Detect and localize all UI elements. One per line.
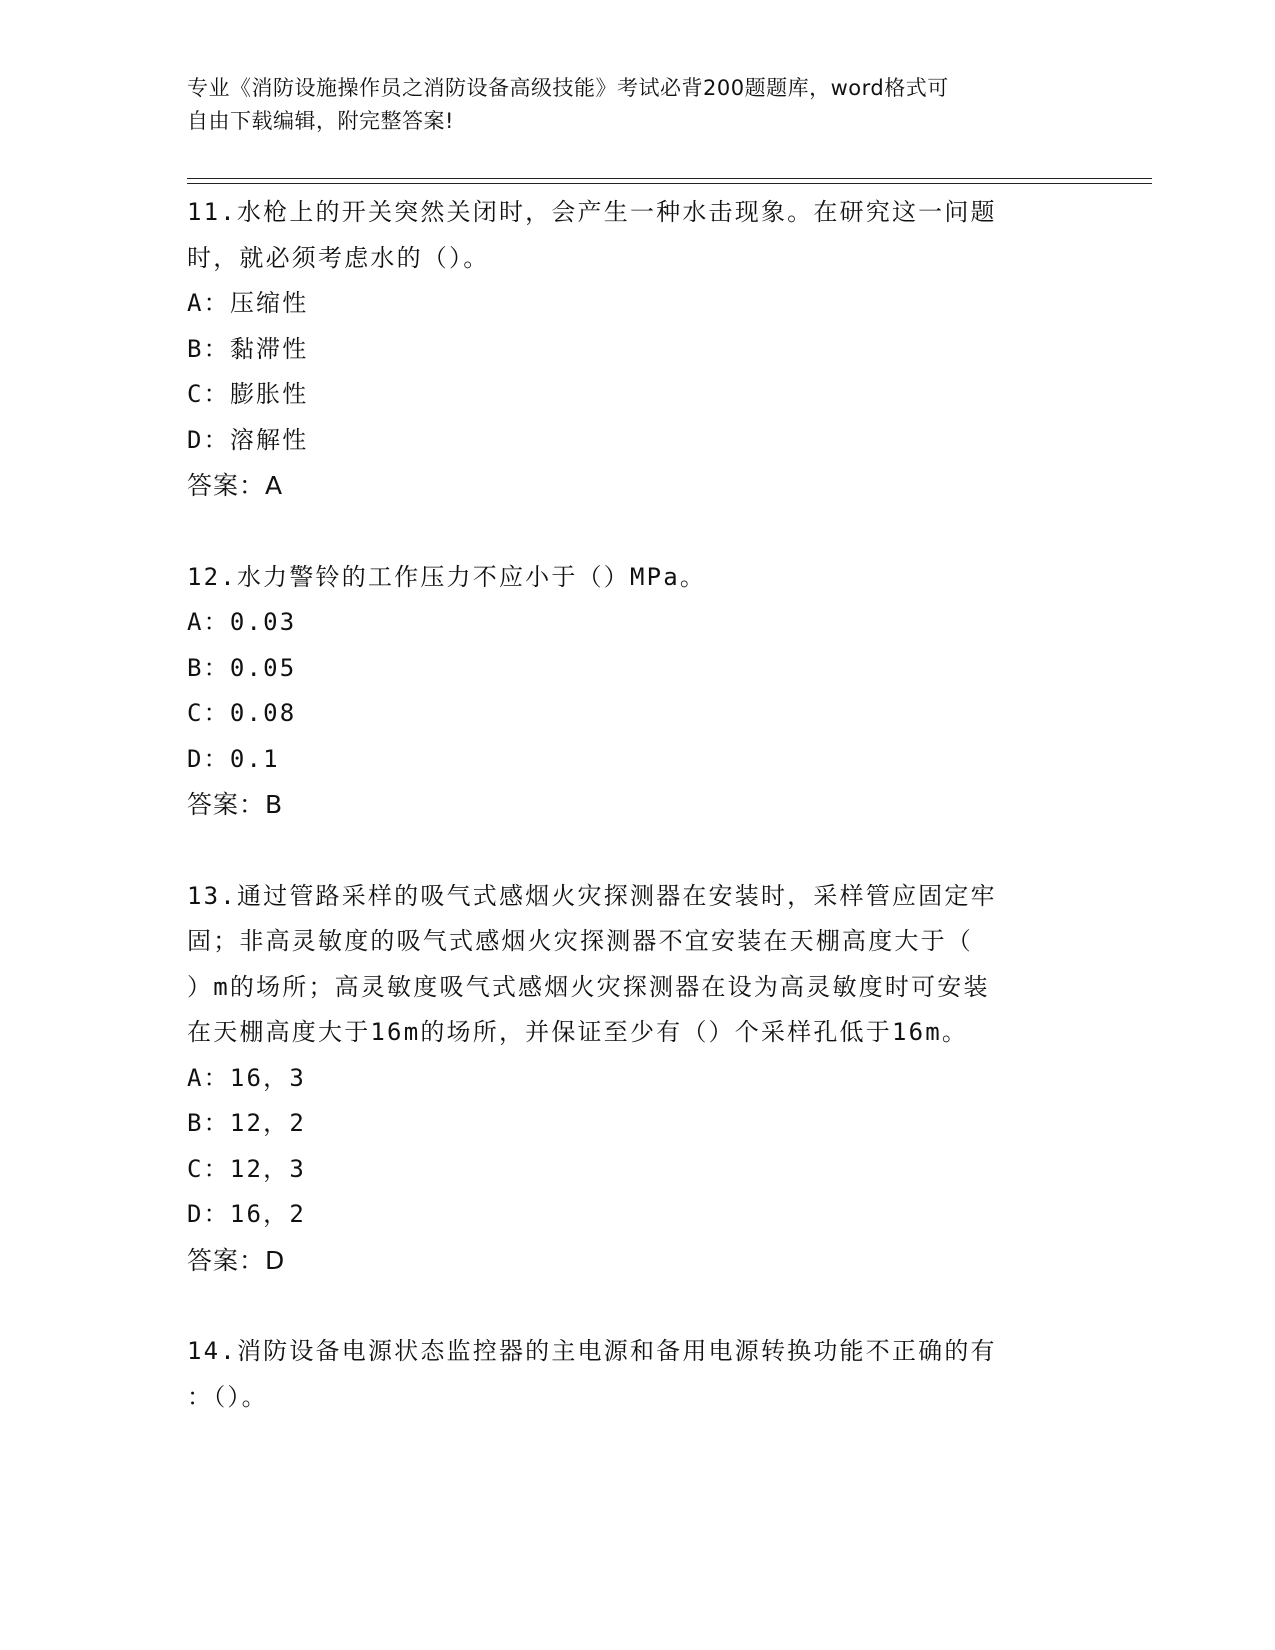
option-c: C：0.08 <box>187 699 297 727</box>
answer-line: 答案：D <box>187 1245 286 1275</box>
header-line-2: 自由下载编辑，附完整答案! <box>187 109 454 133</box>
question-text-line: 在天棚高度大于16m的场所，并保证至少有（）个采样孔低于16m。 <box>187 1018 969 1046</box>
question-text-line: 12.水力警铃的工作压力不应小于（）MPa。 <box>187 562 707 591</box>
question-text-line: 固；非高灵敏度的吸气式感烟火灾探测器不宜安装在天棚高度大于（ <box>187 927 973 955</box>
question-item <box>187 1329 1087 1420</box>
option-d: D：0.1 <box>187 744 280 773</box>
header-divider-top <box>187 178 1152 179</box>
question-text-line: 13.通过管路采样的吸气式感烟火灾探测器在安装时，采样管应固定牢 <box>187 881 997 910</box>
question-item <box>187 555 1087 828</box>
option-d: D：16，2 <box>187 1200 306 1228</box>
question-list <box>187 190 1087 1420</box>
question-text-line: 14.消防设备电源状态监控器的主电源和备用电源转换功能不正确的有 <box>187 1337 997 1365</box>
option-c: C：膨胀性 <box>187 380 309 408</box>
document-header <box>187 72 1067 138</box>
question-text-line: ：（）。 <box>187 1382 268 1411</box>
header-line-1: 专业《消防设施操作员之消防设备高级技能》考试必背200题题库，word格式可 <box>187 76 949 100</box>
option-b: B：12，2 <box>187 1109 306 1137</box>
question-spacer <box>187 509 1087 555</box>
option-a: A：16，3 <box>187 1063 306 1092</box>
option-b: B：0.05 <box>187 653 297 682</box>
question-text-line: 时，就必须考虑水的（）。 <box>187 243 490 272</box>
option-d: D：溶解性 <box>187 425 309 454</box>
question-item <box>187 190 1087 509</box>
answer-line: 答案：B <box>187 790 284 819</box>
option-b: B：黏滞性 <box>187 334 309 363</box>
option-a: A：0.03 <box>187 608 297 636</box>
option-c: C：12，3 <box>187 1154 306 1183</box>
option-a: A：压缩性 <box>187 289 309 317</box>
question-text-line: 11.水枪上的开关突然关闭时，会产生一种水击现象。在研究这一问题 <box>187 198 997 226</box>
answer-line: 答案：A <box>187 471 284 500</box>
header-divider-bottom <box>187 183 1152 184</box>
question-item <box>187 874 1087 1284</box>
question-spacer <box>187 828 1087 874</box>
question-spacer <box>187 1283 1087 1329</box>
question-text-line: ）m的场所；高灵敏度吸气式感烟火灾探测器在设为高灵敏度时可安装 <box>187 972 990 1001</box>
